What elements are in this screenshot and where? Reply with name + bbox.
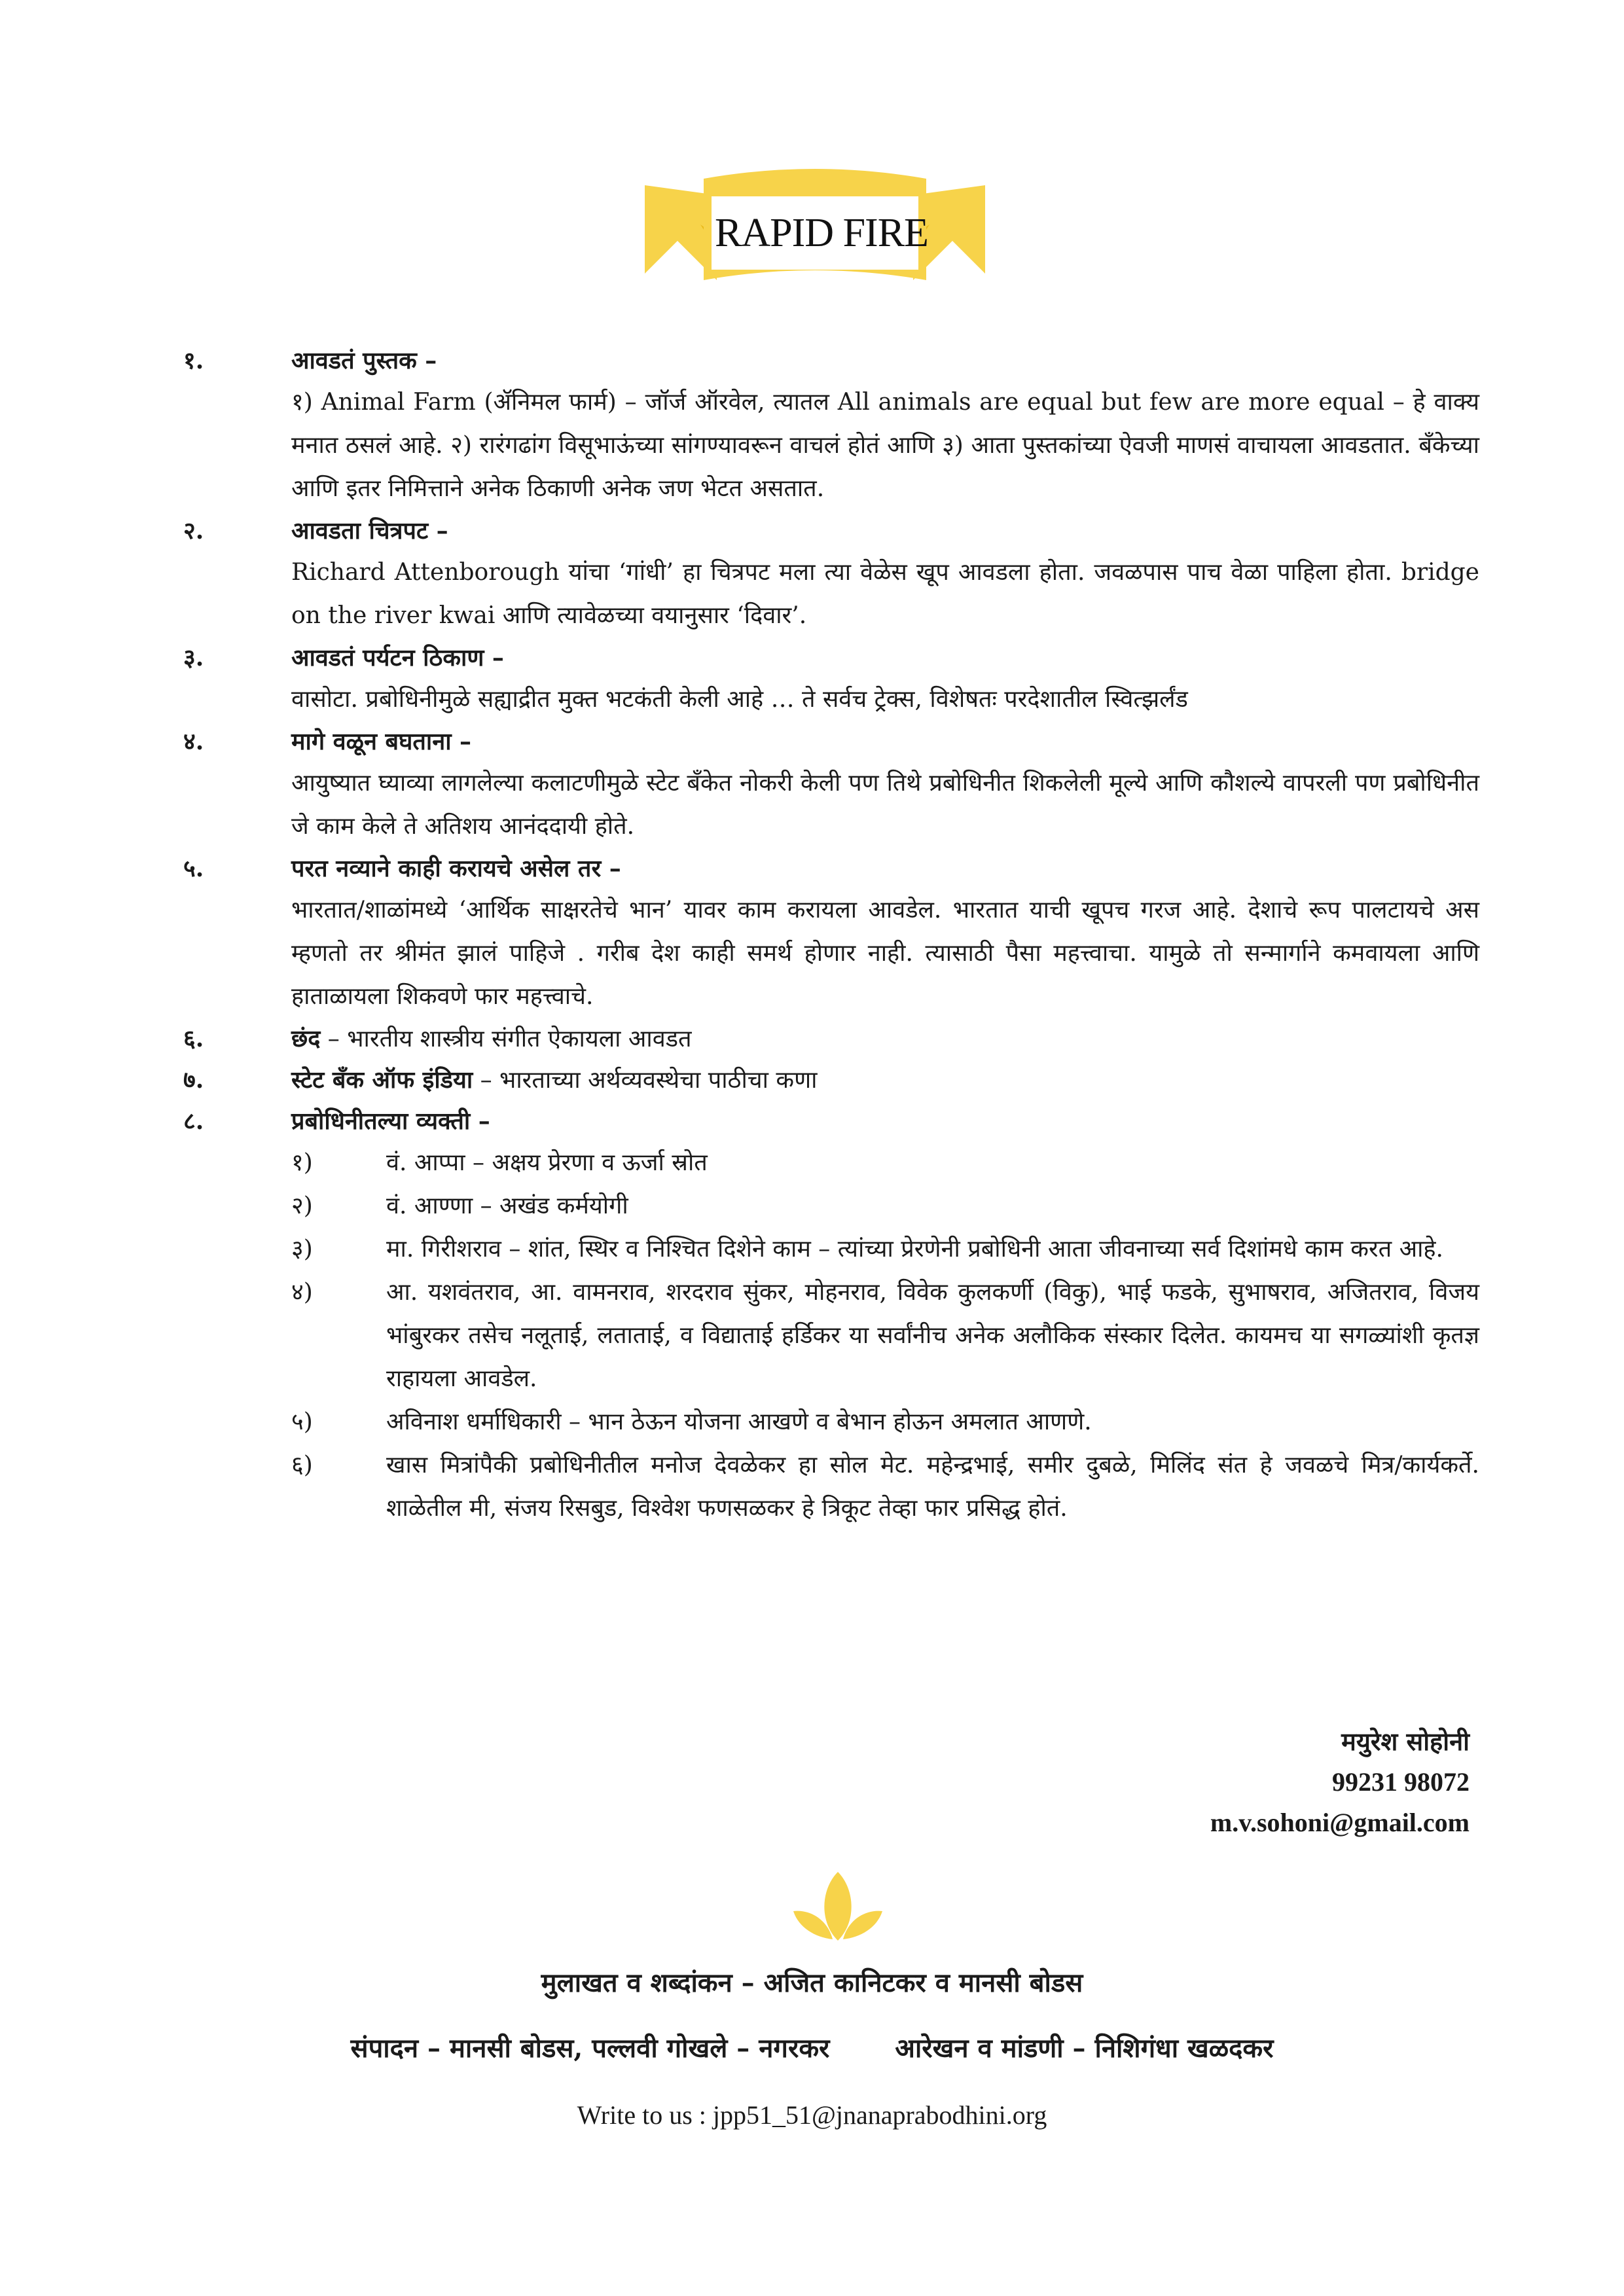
question-list — [183, 340, 1479, 1530]
list-item — [183, 721, 1479, 848]
signature-block — [1210, 1721, 1470, 1843]
question-number: १. — [183, 347, 204, 374]
question-number: ७. — [183, 1066, 204, 1094]
list-item — [183, 340, 1479, 511]
answer-text: – भारताच्या अर्थव्यवस्थेचा पाठीचा कणा — [473, 1067, 818, 1094]
person-item — [291, 1141, 1479, 1185]
person-number: ५) — [291, 1408, 313, 1435]
list-item — [183, 1060, 1479, 1101]
question-number: ५. — [183, 855, 204, 882]
person-number: २) — [291, 1193, 313, 1219]
person-number: ४) — [291, 1279, 313, 1306]
leaf-flourish-icon — [792, 1869, 884, 1947]
editing-credit: संपादन – मानसी बोडस, पल्लवी गोखले – नगरकर — [350, 2033, 830, 2064]
question-number: ६. — [183, 1025, 204, 1052]
list-item — [183, 1018, 1479, 1060]
person-number: १) — [291, 1149, 313, 1176]
question-title: परत नव्याने काही करायचे असेल तर – — [291, 855, 621, 882]
answer-text: – भारतीय शास्त्रीय संगीत ऐकायला आवडत — [320, 1026, 692, 1052]
person-item — [291, 1401, 1479, 1444]
editing-credit-line — [0, 2029, 1624, 2065]
author-name: मयुरेश सोहोनी — [1341, 1727, 1470, 1756]
person-text: आ. यशवंतराव, आ. वामनराव, शरदराव सुंकर, मोहनराव, विवेक कुलकर्णी (विकु), भाई फडके, सुभाषराव, अजितराव, विजय भांबुरकर तसेच नलूताई, लताताई, व विद्याताई हर्डिकर या सर्वांनीच अनेक अलौकिक संस्कार दिलेत. कायमच या सगळ्यांशी कृतज्ञ राहायला आवडेल. — [386, 1279, 1479, 1392]
question-number: ३. — [183, 644, 204, 672]
contact-email-line: Write to us : jpp51_51@jnanaprabodhini.org — [577, 2100, 1047, 2130]
page-title: RAPID FIRE — [715, 210, 928, 255]
layout-credit: आरेखन व मांडणी – निशिगंधा खळदकर — [895, 2033, 1274, 2064]
question-title: छंद — [291, 1025, 321, 1052]
person-text: अविनाश धर्माधिकारी – भान ठेऊन योजना आखणे व बेभान होऊन अमलात आणणे. — [386, 1408, 1092, 1435]
person-item — [291, 1444, 1479, 1530]
answer-text: भारतात/शाळांमध्ये ‘आर्थिक साक्षरतेचे भान’ यावर काम करायला आवडेल. भारतात याची खूपच गरज आहे. देशाचे रूप पालटायचे अस म्हणतो तर श्रीमंत झालं पाहिजे . गरीब देश काही समर्थ होणार नाही. त्यासाठी पैसा महत्त्वाचा. यामुळे तो सन्मार्गाने कमवायला आणि हाताळायला शिकवणे फार महत्त्वाचे. — [291, 897, 1479, 1010]
person-item — [291, 1228, 1479, 1271]
person-item — [291, 1185, 1479, 1228]
interview-credit: मुलाखत व शब्दांकन – अजित कानिटकर व मानसी बोडस — [541, 1967, 1083, 1998]
answer-text: वासोटा. प्रबोधिनीमुळे सह्याद्रीत मुक्त भटकंती केली आहे … ते सर्वच ट्रेक्स, विशेषतः परदेशातील स्वित्झर्लंड — [291, 686, 1188, 713]
list-item — [183, 637, 1479, 721]
answer-text: आयुष्यात घ्याव्या लागलेल्या कलाटणीमुळे स्टेट बँकेत नोकरी केली पण तिथे प्रबोधिनीत शिकलेली मूल्ये आणि कौशल्ये वापरली पण प्रबोधिनीत जे काम केले ते अतिशय आनंददायी होते. — [291, 770, 1479, 840]
person-item — [291, 1271, 1479, 1401]
question-title: आवडतं पर्यटन ठिकाण – — [291, 644, 504, 672]
answer-text: १) Animal Farm (ॲनिमल फार्म) – जॉर्ज ऑरवेल, त्यातल All animals are equal but few are more equal – हे वाक्य मनात ठसलं आहे. २) रारंगढांग विसूभाऊंच्या सांगण्यावरून वाचलं होतं आणि ३) आता पुस्तकांच्या ऐवजी माणसं वाचायला आवडतात. बँकेच्या आणि इतर निमित्ताने अनेक ठिकाणी अनेक जण भेटत असतात. — [291, 389, 1479, 502]
question-title: आवडतं पुस्तक – — [291, 347, 437, 374]
person-text: मा. गिरीशराव – शांत, स्थिर व निश्चित दिशेने काम – त्यांच्या प्रेरणेनी प्रबोधिनी आता जीवनाच्या सर्व दिशांमधे काम करत आहे. — [386, 1236, 1443, 1263]
question-title: मागे वळून बघताना – — [291, 728, 472, 755]
question-title: आवडता चित्रपट – — [291, 517, 448, 545]
list-item — [183, 848, 1479, 1018]
author-email: m.v.sohoni@gmail.com — [1210, 1808, 1470, 1837]
answer-text: Richard Attenborough यांचा ‘गांधी’ हा चित्रपट मला त्या वेळेस खूप आवडला होता. जवळपास पाच वेळा पाहिला होता. bridge on the river kwai आणि त्यावेळच्या वयानुसार ‘दिवार’. — [291, 559, 1479, 629]
question-title: स्टेट बँक ऑफ इंडिया — [291, 1066, 473, 1094]
list-item — [183, 511, 1479, 637]
list-item — [183, 1101, 1479, 1530]
question-number: २. — [183, 517, 204, 545]
question-number: ८. — [183, 1107, 204, 1135]
person-text: खास मित्रांपैकी प्रबोधिनीतील मनोज देवळेकर हा सोल मेट. महेन्द्रभाई, समीर दुबळे, मिलिंद संत हे जवळचे मित्र/कार्यकर्ते. शाळेतील मी, संजय रिसबुड, विश्वेश फणसळकर हे त्रिकूट तेव्हा फार प्रसिद्ध होतं. — [386, 1452, 1479, 1522]
person-text: वं. आण्णा – अखंड कर्मयोगी — [386, 1193, 628, 1219]
person-text: वं. आप्पा – अक्षय प्रेरणा व ऊर्जा स्रोत — [386, 1149, 708, 1176]
question-title: प्रबोधिनीतल्या व्यक्ती – — [291, 1107, 490, 1135]
person-number: ३) — [291, 1236, 313, 1263]
author-phone: 99231 98072 — [1332, 1767, 1470, 1797]
person-number: ६) — [291, 1452, 313, 1479]
question-number: ४. — [183, 728, 204, 755]
